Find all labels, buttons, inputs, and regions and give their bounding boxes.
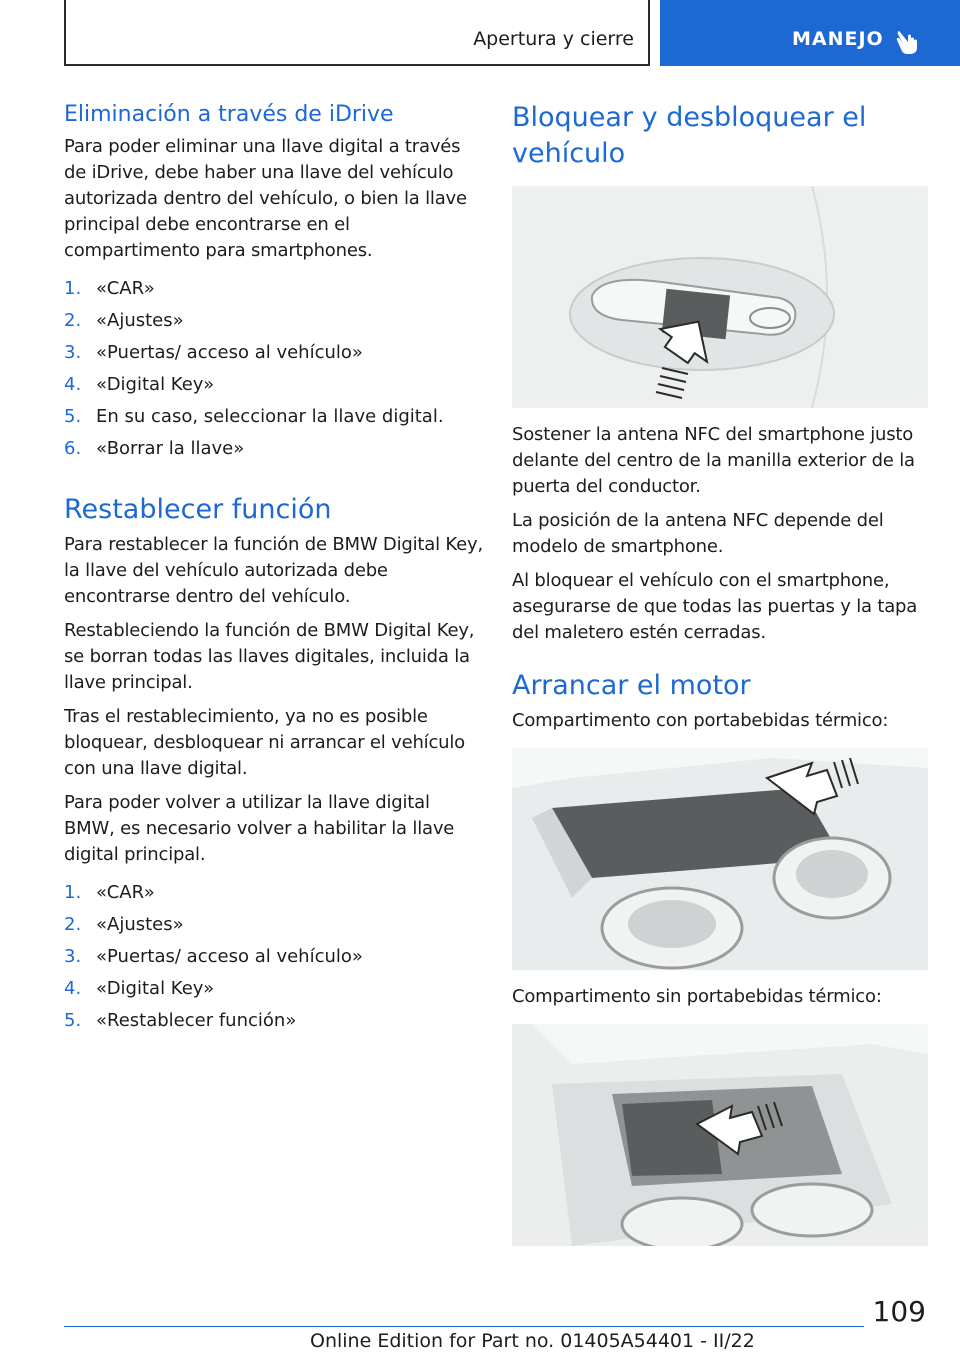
step-text: «Ajustes» — [96, 310, 184, 331]
paragraph: Restableciendo la función de BMW Digital Key, se borran todas las llaves digitales, incluida la llave principal. — [64, 620, 475, 693]
list-item — [64, 276, 484, 302]
step-number: 2. — [64, 310, 82, 331]
step-number: 4. — [64, 374, 82, 395]
list-item — [64, 308, 484, 334]
step-text: «Digital Key» — [96, 374, 215, 395]
left-column — [64, 100, 484, 1050]
list-item — [64, 404, 484, 430]
step-list-reset — [64, 880, 484, 1034]
list-item — [64, 372, 484, 398]
paragraph: Tras el restablecimiento, ya no es posible bloquear, desbloquear ni arrancar el vehículo con una llave digital. — [64, 706, 465, 779]
hand-pointer-icon — [896, 26, 924, 56]
list-item — [64, 976, 484, 1002]
list-item — [64, 340, 484, 366]
section-title-lock-unlock: Bloquear y desbloquear el vehículo — [512, 102, 867, 169]
header-chapter-tab — [660, 0, 960, 66]
step-list-delete — [64, 276, 484, 462]
section-title-delete-idrive: Eliminación a través de iDrive — [64, 102, 394, 127]
page-number: 109 — [872, 1295, 926, 1328]
compartment-without-cupholder-illustration — [512, 1024, 928, 1246]
step-text: «Puertas/ acceso al vehículo» — [96, 342, 363, 363]
step-text: «CAR» — [96, 278, 155, 299]
chapter-label: MANEJO — [792, 28, 884, 50]
step-text: «Digital Key» — [96, 978, 215, 999]
section-title-start-engine: Arrancar el motor — [512, 670, 751, 701]
paragraph: La posición de la antena NFC depende del modelo de smartphone. — [512, 510, 884, 557]
list-item — [64, 880, 484, 906]
step-number: 5. — [64, 406, 82, 427]
footer-divider — [64, 1326, 864, 1327]
step-text: «Borrar la llave» — [96, 438, 245, 459]
section-title-reset-function: Restablecer función — [64, 494, 332, 525]
step-number: 5. — [64, 1010, 82, 1031]
step-text: «Puertas/ acceso al vehículo» — [96, 946, 363, 967]
step-number: 3. — [64, 946, 82, 967]
step-text: «CAR» — [96, 882, 155, 903]
step-number: 2. — [64, 914, 82, 935]
door-handle-illustration — [512, 186, 928, 408]
step-number: 1. — [64, 882, 82, 903]
list-item — [64, 1008, 484, 1034]
list-item — [64, 912, 484, 938]
paragraph: Al bloquear el vehículo con el smartphone, asegurarse de que todas las puertas y la tapa del maletero estén cerradas. — [512, 570, 918, 643]
list-item — [64, 436, 484, 462]
step-number: 3. — [64, 342, 82, 363]
step-number: 4. — [64, 978, 82, 999]
figure-caption: Compartimento sin portabebidas térmico: — [512, 986, 882, 1007]
step-number: 1. — [64, 278, 82, 299]
step-text: «Restablecer función» — [96, 1010, 297, 1031]
compartment-with-cupholder-illustration — [512, 748, 928, 970]
figure-caption: Compartimento con portabebidas térmico: — [512, 710, 889, 731]
paragraph: Para poder eliminar una llave digital a través de iDrive, debe haber una llave del vehículo autorizada dentro del vehículo, o bien la llave principal debe encontrarse en el compartimento para smartphones. — [64, 136, 467, 261]
step-text: «Ajustes» — [96, 914, 184, 935]
paragraph: Para restablecer la función de BMW Digital Key, la llave del vehículo autorizada debe encontrarse dentro del vehículo. — [64, 534, 483, 607]
paragraph: Para poder volver a utilizar la llave digital BMW, es necesario volver a habilitar la llave digital principal. — [64, 792, 455, 865]
step-text: En su caso, seleccionar la llave digital. — [96, 406, 444, 427]
step-number: 6. — [64, 438, 82, 459]
header-section-box — [64, 0, 650, 66]
paragraph: Sostener la antena NFC del smartphone justo delante del centro de la manilla exterior de la puerta del conductor. — [512, 424, 915, 497]
right-column — [512, 100, 932, 1260]
header-section-title: Apertura y cierre — [473, 28, 634, 50]
footer-edition: Online Edition for Part no. 01405A54401 - II/22 — [310, 1330, 755, 1352]
list-item — [64, 944, 484, 970]
